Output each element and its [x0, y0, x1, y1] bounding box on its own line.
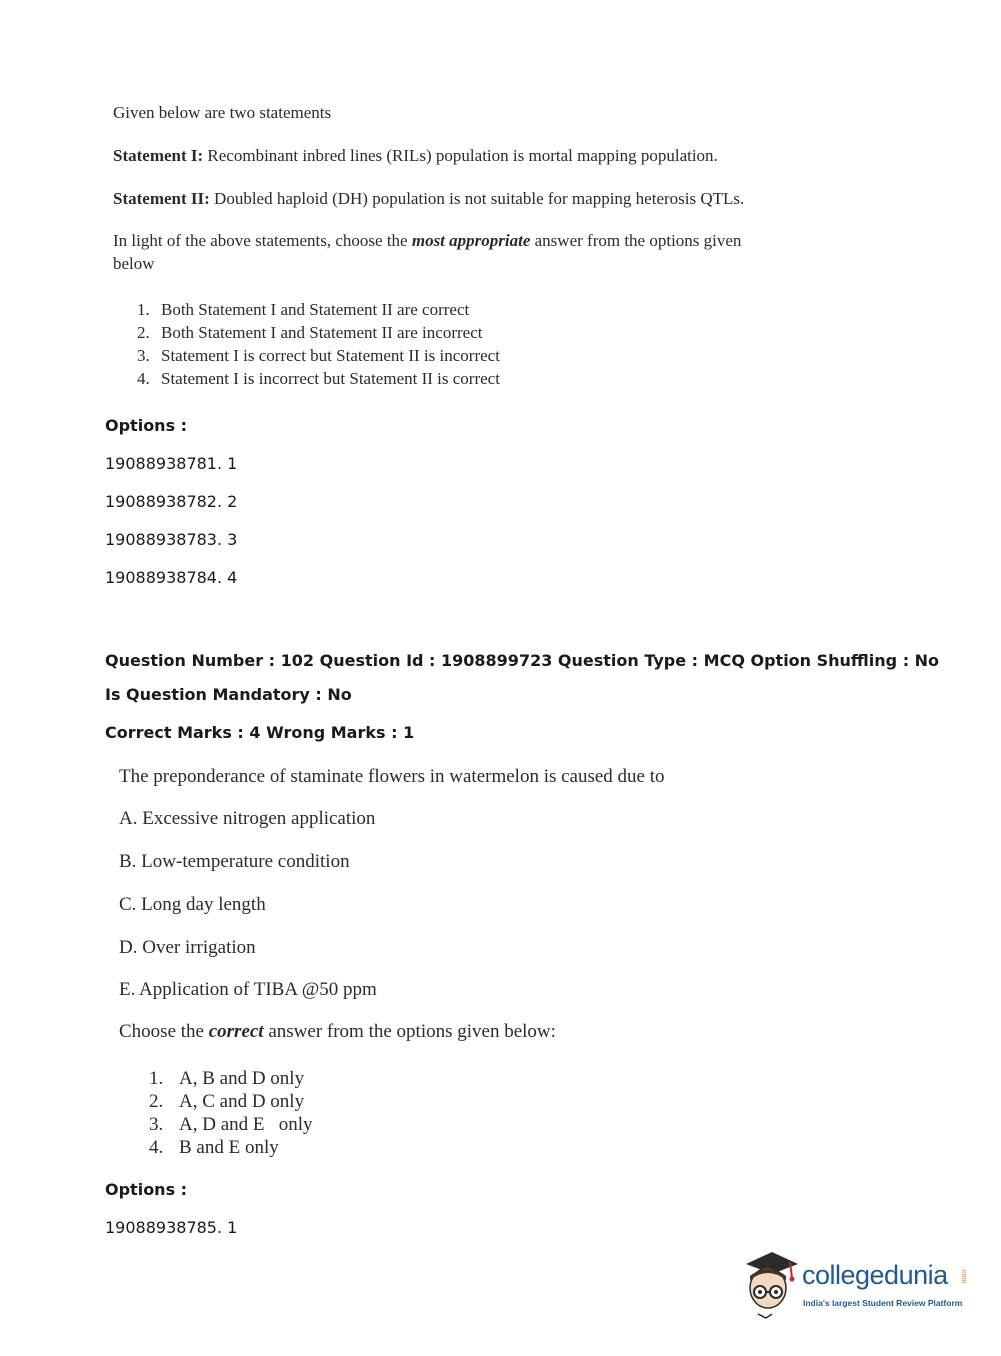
- statement-1-text: Recombinant inbred lines (RILs) population is mortal mapping population.: [203, 146, 718, 165]
- q102-stem: The preponderance of staminate flowers in watermelon is caused due to: [119, 766, 665, 787]
- q102-option-1: 19088938785. 1: [105, 1218, 238, 1237]
- q101-statement-2: [113, 189, 744, 209]
- instruction-emphasis: most appropriate: [411, 231, 531, 250]
- instruction-post: answer from the options given below:: [263, 1021, 556, 1042]
- q101-instruction-line2: below: [113, 254, 155, 273]
- q102-item-a: A. Excessive nitrogen application: [119, 808, 376, 829]
- instruction-emphasis: correct: [208, 1021, 264, 1042]
- collegedunia-logo[interactable]: [742, 1248, 972, 1320]
- q101-instruction: [113, 231, 741, 251]
- q102-item-b: B. Low-temperature condition: [119, 851, 350, 872]
- q102-meta-line1: Question Number : 102 Question Id : 1908899723 Question Type : MCQ Option Shuffling : No: [105, 651, 940, 670]
- statement-2-text: Doubled haploid (DH) population is not suitable for mapping heterosis QTLs.: [209, 189, 745, 208]
- list-item: 4. Statement I is incorrect but Statement II is correct: [137, 369, 500, 388]
- instruction-post: answer from the options given: [530, 231, 742, 250]
- q101-intro: Given below are two statements: [113, 103, 332, 122]
- q102-item-c: C. Long day length: [119, 894, 266, 915]
- q102-choice-list: [149, 1067, 313, 1159]
- q101-option-2: 19088938782. 2: [105, 492, 238, 511]
- q102-options-label: Options :: [105, 1180, 188, 1199]
- list-item: 3. A, D and E only: [149, 1114, 313, 1135]
- list-item: 4. B and E only: [149, 1137, 279, 1158]
- list-item: 3. Statement I is correct but Statement II is incorrect: [137, 346, 500, 365]
- logo-tagline: India's largest Student Review Platform: [803, 1298, 963, 1308]
- instruction-pre: In light of the above statements, choose the: [113, 231, 412, 250]
- q102-marks: Correct Marks : 4 Wrong Marks : 1: [105, 723, 415, 742]
- logo-brand-name: collegedunia: [802, 1260, 948, 1290]
- list-item: 1. A, B and D only: [149, 1068, 305, 1089]
- list-item: 1. Both Statement I and Statement II are correct: [137, 300, 470, 319]
- mascot-icon: [742, 1248, 802, 1320]
- q101-option-4: 19088938784. 4: [105, 568, 238, 587]
- q102-meta-line2: Is Question Mandatory : No: [105, 685, 352, 704]
- q101-choice-list: [137, 298, 500, 390]
- list-item: 2. A, C and D only: [149, 1091, 305, 1112]
- q102-instruction: [119, 1021, 556, 1043]
- list-item: 2. Both Statement I and Statement II are incorrect: [137, 323, 483, 342]
- q101-option-3: 19088938783. 3: [105, 530, 238, 549]
- instruction-pre: Choose the: [119, 1021, 209, 1042]
- q102-item-e: E. Application of TIBA @50 ppm: [119, 979, 377, 1000]
- statement-1-label: Statement I:: [113, 146, 204, 165]
- q102-item-d: D. Over irrigation: [119, 937, 256, 958]
- statement-2-label: Statement II:: [113, 189, 210, 208]
- q101-option-1: 19088938781. 1: [105, 454, 238, 473]
- q101-statement-1: [113, 146, 718, 166]
- logo-domain-suffix: .com: [960, 1268, 967, 1284]
- q101-options-label: Options :: [105, 416, 188, 435]
